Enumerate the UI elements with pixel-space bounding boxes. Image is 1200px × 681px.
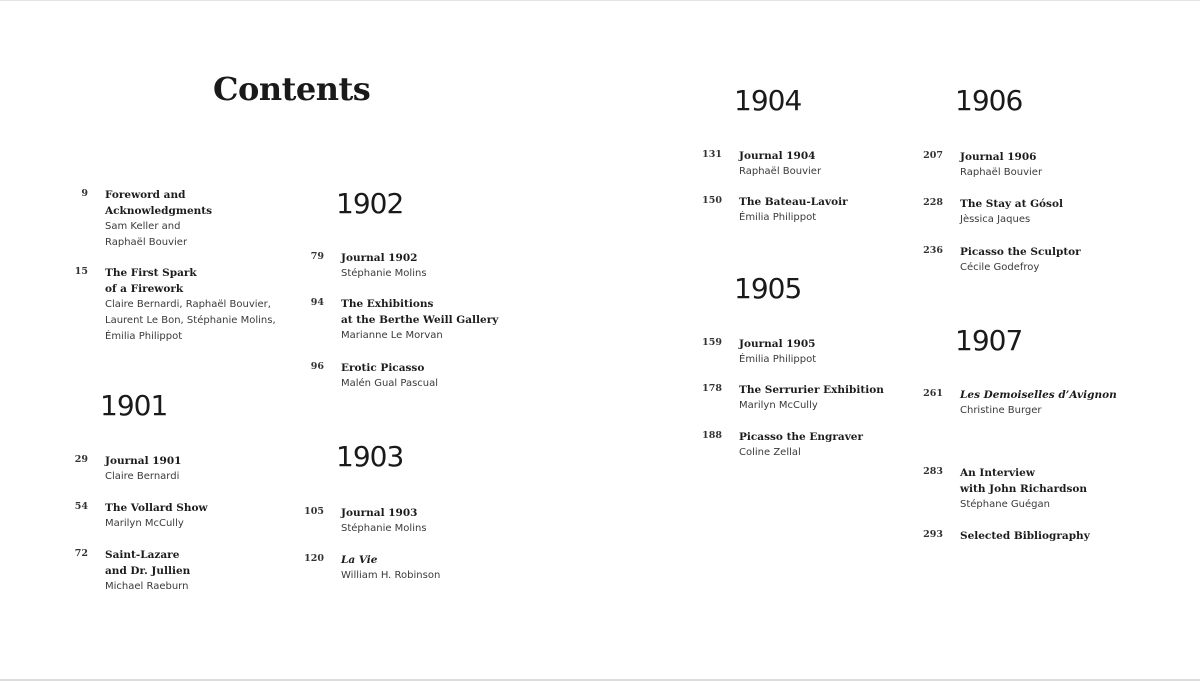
entry-title: and Dr. Jullien <box>105 565 191 577</box>
page-number: 236 <box>923 245 943 256</box>
entry-author: William H. Robinson <box>341 570 441 581</box>
entry-title: The Vollard Show <box>105 502 208 514</box>
year-heading-1901: 1901 <box>100 389 168 422</box>
entry-author: Émilia Philippot <box>739 354 817 365</box>
entry-title: with John Richardson <box>960 483 1088 495</box>
page-number: 29 <box>74 454 88 465</box>
page-number: 188 <box>702 430 722 441</box>
year-heading-1904: 1904 <box>734 84 802 117</box>
toc-entry[interactable] <box>923 149 1190 181</box>
page-number: 261 <box>923 388 943 399</box>
entry-title: Selected Bibliography <box>960 530 1090 542</box>
toc-entry[interactable] <box>304 505 591 537</box>
toc-entry[interactable] <box>923 244 1190 276</box>
page-number: 178 <box>702 383 722 394</box>
toc-entry[interactable] <box>702 194 989 226</box>
toc-entry[interactable] <box>81 187 355 251</box>
entry-author: Raphaël Bouvier <box>739 166 822 177</box>
entry-author: Marilyn McCully <box>739 400 818 411</box>
entry-title: Acknowledgments <box>105 205 213 217</box>
entry-author: Marianne Le Morvan <box>341 330 443 341</box>
toc-entry[interactable] <box>923 528 1190 544</box>
entry-author: Émilia Philippot <box>739 212 817 223</box>
page-number: 131 <box>702 149 722 160</box>
entry-author: Sam Keller and <box>105 221 181 232</box>
entry-title: The Exhibitions <box>341 298 434 310</box>
entry-author: Coline Zellal <box>739 447 801 458</box>
page-number: 15 <box>74 266 88 277</box>
top-rule <box>0 0 1200 1</box>
entry-author: Raphaël Bouvier <box>105 237 188 248</box>
toc-entry[interactable] <box>702 429 989 461</box>
page-number: 207 <box>923 150 943 161</box>
page-number: 9 <box>81 188 88 199</box>
entry-author: Christine Burger <box>960 405 1042 416</box>
toc-entry[interactable] <box>923 465 1190 513</box>
page-number: 72 <box>74 548 88 559</box>
entry-author: Malén Gual Pascual <box>341 378 439 389</box>
entry-author: Laurent Le Bon, Stéphanie Molins, <box>105 315 276 326</box>
toc-entry[interactable] <box>702 382 989 414</box>
entry-title: at the Berthe Weill Gallery <box>341 314 499 326</box>
entry-author: Émilia Philippot <box>105 331 183 342</box>
entry-title: Journal 1901 <box>105 455 182 467</box>
entry-author: Stéphanie Molins <box>341 523 427 534</box>
entry-title: Foreword and <box>105 189 186 201</box>
entry-author: Jèssica Jaques <box>960 214 1031 225</box>
page-number: 120 <box>304 553 324 564</box>
entry-author: Claire Bernardi, Raphaël Bouvier, <box>105 299 271 310</box>
entry-title: Journal 1902 <box>341 252 418 264</box>
entry-title: Erotic Picasso <box>341 362 425 374</box>
page-number: 293 <box>923 529 943 540</box>
page-number: 79 <box>310 251 324 262</box>
year-heading-1906: 1906 <box>955 84 1023 117</box>
page-number: 105 <box>304 506 324 517</box>
page-number: 150 <box>702 195 722 206</box>
toc-entry[interactable] <box>310 250 591 282</box>
toc-entry[interactable] <box>702 336 989 368</box>
toc-entry[interactable] <box>923 196 1190 228</box>
entry-author: Cécile Godefroy <box>960 262 1040 273</box>
toc-entry[interactable] <box>923 387 1190 419</box>
entry-title: The Stay at Gósol <box>960 198 1063 210</box>
page-title: Contents <box>213 70 371 108</box>
entry-title: of a Firework <box>105 283 184 295</box>
entry-author: Marilyn McCully <box>105 518 184 529</box>
year-heading-1903: 1903 <box>336 440 404 473</box>
entry-title: The Bateau-Lavoir <box>739 196 848 208</box>
entry-title: Saint-Lazare <box>105 549 180 561</box>
page-number: 94 <box>310 297 324 308</box>
entry-author: Claire Bernardi <box>105 471 180 482</box>
entry-title: Picasso the Engraver <box>739 431 864 443</box>
page-number: 228 <box>923 197 943 208</box>
entry-title: Les Demoiselles d’Avignon <box>960 389 1117 401</box>
page-number: 96 <box>310 361 324 372</box>
toc-entry[interactable] <box>310 360 591 392</box>
entry-title: La Vie <box>341 554 378 566</box>
entry-author: Stéphanie Molins <box>341 268 427 279</box>
toc-entry[interactable] <box>702 148 989 180</box>
year-heading-1907: 1907 <box>955 324 1023 357</box>
entry-author: Michael Raeburn <box>105 581 189 592</box>
entry-title: The First Spark <box>105 267 197 279</box>
page-number: 159 <box>702 337 722 348</box>
entry-title: Journal 1905 <box>739 338 816 350</box>
entry-author: Raphaël Bouvier <box>960 167 1043 178</box>
toc-entry[interactable] <box>304 552 591 584</box>
page-number: 54 <box>74 501 88 512</box>
entry-title: The Serrurier Exhibition <box>739 384 884 396</box>
toc-entry[interactable] <box>74 453 355 485</box>
year-heading-1905: 1905 <box>734 272 802 305</box>
entry-title: Journal 1904 <box>739 150 816 162</box>
entry-author: Stéphane Guégan <box>960 499 1050 510</box>
entry-title: Journal 1903 <box>341 507 418 519</box>
year-heading-1902: 1902 <box>336 187 404 220</box>
entry-title: Journal 1906 <box>960 151 1037 163</box>
toc-entry[interactable] <box>310 296 591 344</box>
page-number: 283 <box>923 466 943 477</box>
entry-title: Picasso the Sculptor <box>960 246 1081 258</box>
entry-title: An Interview <box>960 467 1035 479</box>
